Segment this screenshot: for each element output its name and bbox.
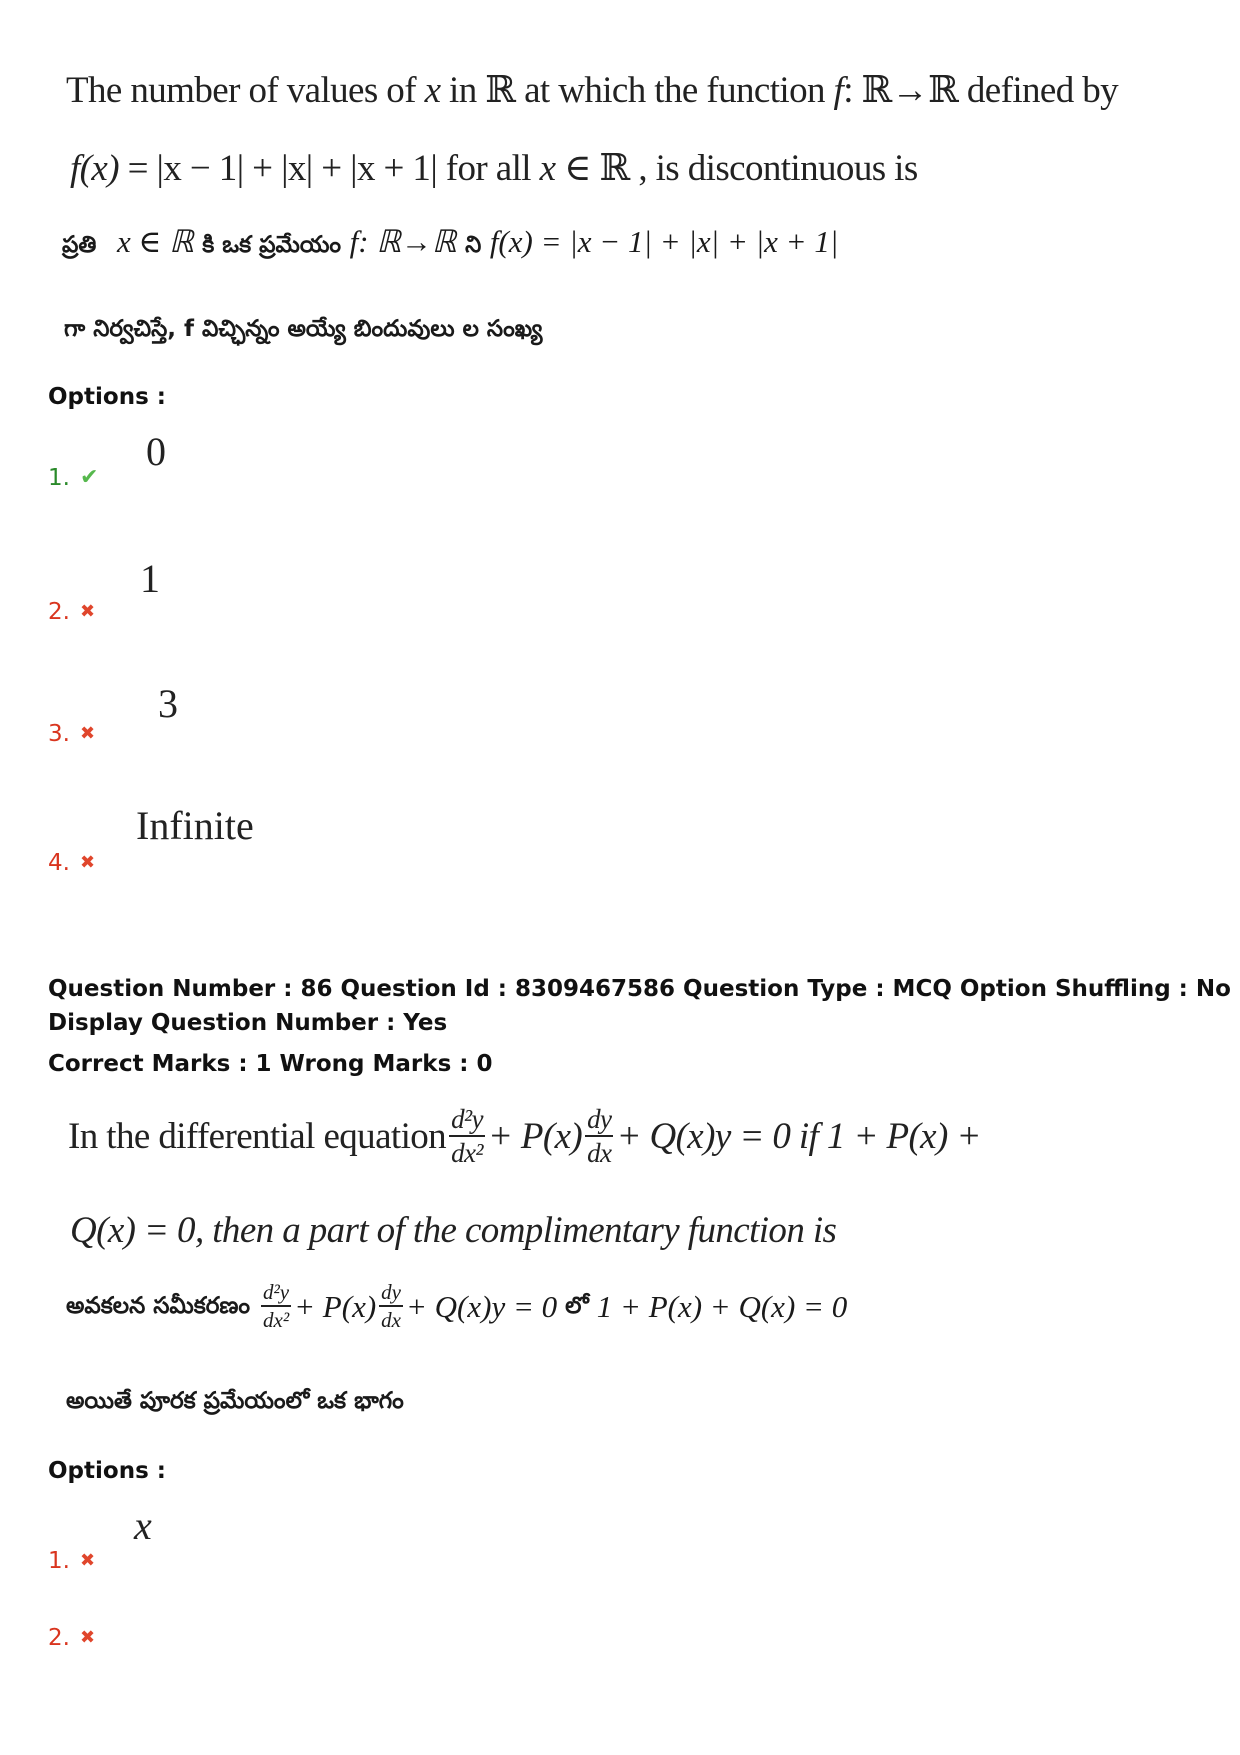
q85-line1-var-x: x [424, 70, 441, 111]
q85-line2-var-x: x [539, 148, 556, 189]
q85-option-2-number: 2. [48, 599, 70, 625]
q86-te1-frac1 [261, 1282, 291, 1331]
cross-icon: ✖ [79, 852, 96, 873]
cross-icon: ✖ [79, 1550, 96, 1571]
q85-option-4 [48, 850, 95, 876]
q86-option-1-number: 1. [48, 1548, 70, 1574]
q86-option-1-value [134, 1503, 152, 1548]
q85-line2-expr: = |x − 1| + |x| + |x + 1| for all [118, 148, 540, 189]
q85-option-3-value: 3 [158, 681, 178, 726]
q86-te1-lo: లో [565, 1293, 589, 1319]
q86-line1-post: + Q(x)y = 0 if 1 + P(x) + [616, 1116, 981, 1157]
q86-te1-cond: 1 + P(x) + Q(x) = 0 [596, 1289, 848, 1324]
cross-icon: ✖ [79, 601, 96, 622]
q85-line2-post: ∈ ℝ , is discontinuous is [555, 148, 918, 189]
q85-option-1-number: 1. [48, 465, 70, 491]
q86-telugu-line-1 [66, 1282, 847, 1331]
q85-te1-b: x ∈ ℝ [116, 224, 194, 259]
check-icon: ✔ [79, 465, 99, 490]
q85-telugu-line-2 [64, 314, 542, 341]
q86-option-1 [48, 1548, 95, 1574]
q86-line1-pre: In the differential equation [68, 1116, 447, 1157]
q86-te1-a: అవకలన సమీకరణం [66, 1293, 251, 1319]
q85-line1-pre: The number of values of [66, 70, 425, 111]
q86-line1-frac2-den: dx [587, 1138, 612, 1168]
q86-stem-line-1 [68, 1106, 981, 1167]
q85-line1-post: : ℝ→ℝ defined by [843, 70, 1119, 111]
q86-line2: Q(x) = 0, then a part of the complimentary function is [70, 1210, 837, 1251]
q86-option-2 [48, 1625, 95, 1651]
q86-line1-mid: + P(x) [487, 1116, 583, 1157]
q85-option-4-number: 4. [48, 850, 70, 876]
q85-option-3-number: 3. [48, 721, 70, 747]
q86-line1-frac1 [449, 1106, 485, 1167]
q85-te2: గా నిర్వచిస్తే, f విచ్ఛిన్నం అయ్యే బిందువులు ల సంఖ్య [64, 316, 543, 342]
q86-meta-line-2: Display Question Number : Yes [48, 1010, 448, 1036]
cross-icon: ✖ [79, 723, 96, 744]
q86-option-2-number: 2. [48, 1625, 70, 1651]
q85-te1-f: f(x) = |x − 1| + |x| + |x + 1| [489, 224, 839, 259]
q85-line1-var-f: f [833, 70, 844, 111]
q86-meta-line-1: Question Number : 86 Question Id : 8309467586 Question Type : MCQ Option Shuffling : No [48, 976, 1231, 1002]
q86-te1-frac1-den: dx² [263, 1308, 290, 1332]
q85-option-4-value: Infinite [136, 803, 254, 848]
q86-te1-frac1-num: d²y [261, 1282, 291, 1307]
q86-options-label: Options : [48, 1458, 166, 1484]
q85-option-3 [48, 721, 95, 747]
q86-telugu-line-2 [66, 1386, 404, 1413]
q86-meta-line-3: Correct Marks : 1 Wrong Marks : 0 [48, 1051, 493, 1077]
q85-line1-mid: in ℝ at which the function [440, 70, 834, 111]
q85-te1-a: ప్రతి [62, 232, 97, 258]
q86-option-1-text: x [134, 1503, 152, 1548]
q85-option-1-value: 0 [146, 429, 166, 474]
q85-option-2-value: 1 [140, 556, 160, 601]
q85-stem-line-1 [66, 72, 1118, 109]
q86-line1-frac1-den: dx² [451, 1138, 483, 1168]
q85-option-1 [48, 465, 98, 491]
q85-options-label: Options : [48, 384, 166, 410]
q86-te2: అయితే పూరక ప్రమేయంలో ఒక భాగం [66, 1388, 404, 1414]
q86-line1-frac2 [585, 1106, 613, 1167]
q86-te1-mid: + P(x) [294, 1289, 377, 1324]
q86-te1-frac2-den: dx [381, 1308, 401, 1332]
q86-te1-frac2-num: dy [379, 1282, 403, 1307]
q86-line1-frac1-num: d²y [449, 1106, 485, 1137]
q85-te1-c: కి ఒక ప్రమేయం [202, 232, 342, 258]
q85-te1-d: f: ℝ→ℝ [349, 224, 457, 259]
q85-te1-e: ని [465, 232, 482, 258]
cross-icon: ✖ [79, 1627, 96, 1648]
q85-line2-fx: f(x) [70, 148, 119, 189]
q86-stem-line-2 [70, 1212, 836, 1249]
q86-te1-eq: + Q(x)y = 0 [405, 1289, 558, 1324]
q85-telugu-line-1 [62, 226, 838, 257]
q86-line1-frac2-num: dy [585, 1106, 613, 1137]
q86-te1-frac2 [379, 1282, 403, 1331]
q85-stem-line-2 [70, 150, 918, 187]
q85-option-2 [48, 599, 95, 625]
